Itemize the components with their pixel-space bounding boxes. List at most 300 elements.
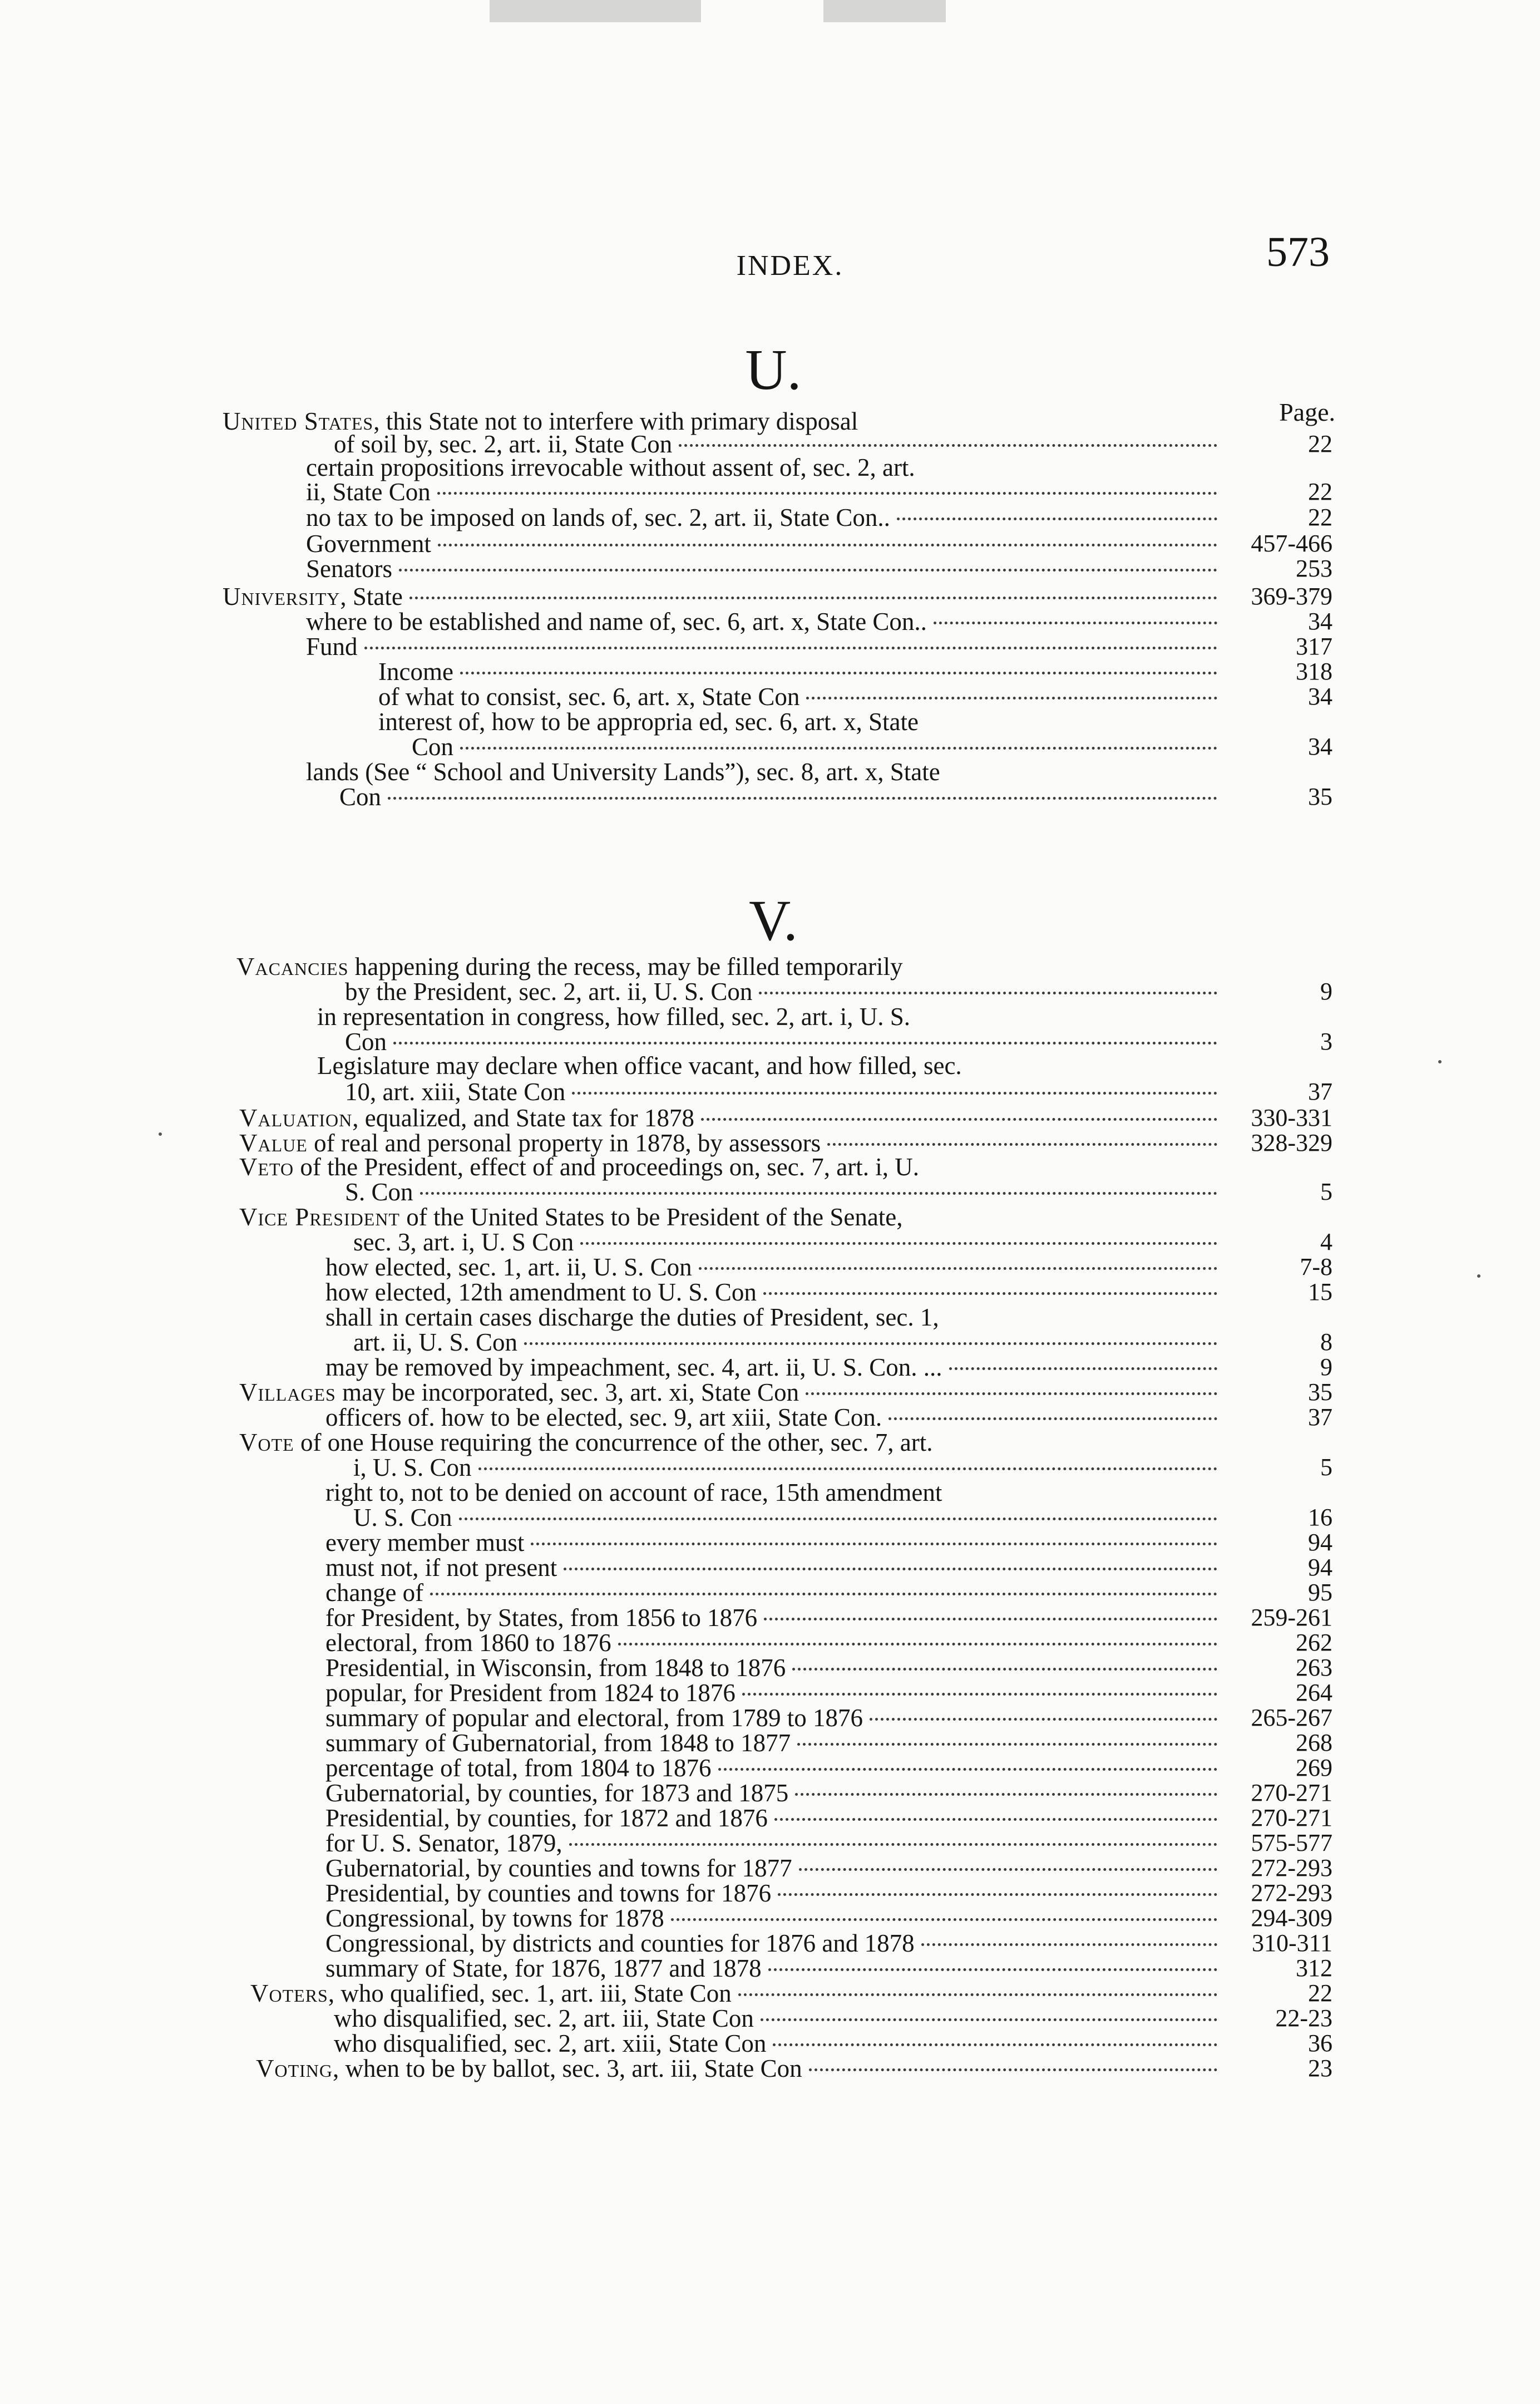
entry-line <box>325 1856 1224 1880</box>
entry-text <box>306 609 927 634</box>
index-entry <box>325 1255 1224 1279</box>
entry-page-ref: 294-309 <box>1251 1904 1332 1932</box>
entry-page-ref: 22 <box>1308 430 1332 457</box>
dot-leader <box>763 1292 1217 1295</box>
entry-text <box>334 2031 766 2056</box>
entry-body: , equalized, and State tax for 1878 <box>352 1104 695 1132</box>
entry-heading: Voters <box>250 1979 328 2007</box>
entry-page-ref: 94 <box>1308 1529 1332 1556</box>
entry-line <box>306 556 1224 581</box>
index-entry <box>325 1731 1224 1755</box>
index-entry <box>345 979 1224 1004</box>
entry-text <box>325 1480 942 1505</box>
section-letter-v: V. <box>749 889 798 953</box>
entry-line <box>325 1956 1224 1981</box>
index-entry <box>239 1106 1224 1130</box>
entry-text <box>334 2006 754 2031</box>
entry-text <box>325 1580 423 1605</box>
index-entry <box>334 432 1224 456</box>
index-entry <box>306 760 1224 784</box>
entry-text <box>325 1756 712 1780</box>
entry-body: how elected, sec. 1, art. ii, U. S. Con <box>325 1253 692 1281</box>
dot-leader <box>564 1568 1217 1570</box>
entry-line <box>325 1756 1224 1780</box>
index-entry <box>345 1029 1224 1054</box>
index-entry <box>239 1131 1224 1155</box>
entry-line <box>325 1630 1224 1655</box>
entry-page-ref: 22 <box>1308 504 1332 531</box>
index-entry <box>239 1430 1224 1455</box>
entry-body: certain propositions irrevocable without assent of, sec. 2, art. <box>306 454 915 481</box>
index-entry <box>325 1480 1224 1505</box>
entry-heading: Valuation <box>239 1104 353 1132</box>
index-entry <box>325 1806 1224 1830</box>
dot-leader <box>388 797 1217 800</box>
entry-heading: University <box>223 583 340 610</box>
index-entry <box>306 505 1224 530</box>
entry-text <box>325 1881 771 1905</box>
index-entry <box>239 1155 1224 1179</box>
entry-line <box>325 1731 1224 1755</box>
index-entry <box>306 634 1224 659</box>
entry-text <box>345 1180 413 1204</box>
entry-text <box>325 1280 757 1304</box>
entry-body: change of <box>325 1579 424 1607</box>
dot-leader <box>806 1392 1217 1395</box>
entry-line <box>378 684 1224 709</box>
entry-body: by the President, sec. 2, art. ii, U. S. Con <box>345 978 753 1006</box>
entry-text <box>236 954 902 979</box>
entry-body: , who qualified, sec. 1, art. iii, State Con <box>328 1979 732 2007</box>
entry-body: Government <box>306 530 431 558</box>
entry-page-ref: 8 <box>1320 1328 1332 1356</box>
entry-line <box>306 505 1224 530</box>
dot-leader <box>738 1993 1217 1996</box>
entry-line <box>325 1480 1224 1505</box>
dot-leader <box>806 697 1217 699</box>
entry-body: where to be established and name of, sec. 6, art. x, State Con.. <box>306 608 927 636</box>
entry-page-ref: 259-261 <box>1251 1604 1332 1631</box>
entry-line <box>236 954 1224 979</box>
entry-page-ref: 23 <box>1308 2055 1332 2082</box>
index-entry <box>306 455 1224 480</box>
dot-leader <box>701 1118 1217 1121</box>
entry-page-ref: 16 <box>1308 1504 1332 1531</box>
index-entry <box>325 1856 1224 1880</box>
entry-page-ref: 34 <box>1308 733 1332 760</box>
dot-leader <box>671 1918 1217 1921</box>
entry-text <box>256 2056 802 2081</box>
dot-leader <box>430 1593 1217 1595</box>
entry-text <box>325 1831 562 1855</box>
entry-text <box>239 1155 919 1179</box>
entry-text <box>339 785 381 809</box>
index-entry <box>306 531 1224 556</box>
entry-body: who disqualified, sec. 2, art. iii, State Con <box>334 2004 754 2032</box>
entry-page-ref: 7-8 <box>1300 1253 1332 1280</box>
ink-speck <box>1477 1274 1480 1278</box>
entry-text <box>345 1080 565 1104</box>
entry-line <box>239 1205 1224 1229</box>
entry-body: percentage of total, from 1804 to 1876 <box>325 1754 712 1782</box>
entry-heading: United States <box>223 407 374 435</box>
entry-line <box>325 1305 1224 1329</box>
entry-text <box>239 1106 694 1130</box>
index-entry <box>325 1555 1224 1580</box>
index-entry <box>325 1881 1224 1905</box>
entry-line <box>317 1004 1224 1029</box>
entry-line <box>325 1530 1224 1555</box>
entry-heading: Vote <box>239 1428 294 1456</box>
dot-leader <box>459 1518 1217 1520</box>
entry-line <box>325 1931 1224 1955</box>
entry-text <box>334 432 672 456</box>
entry-page-ref: 312 <box>1296 1954 1332 1982</box>
entry-text <box>239 1380 799 1405</box>
ink-speck <box>1438 1060 1442 1063</box>
entry-text <box>223 584 403 609</box>
entry-text <box>325 1530 524 1555</box>
entry-body: of one House requiring the concurrence of the other, sec. 7, art. <box>294 1428 933 1456</box>
entry-line <box>239 1131 1224 1155</box>
dot-leader <box>742 1693 1217 1696</box>
entry-line <box>325 1681 1224 1705</box>
entry-page-ref: 34 <box>1308 608 1332 635</box>
entry-page-ref: 328-329 <box>1251 1129 1332 1156</box>
entry-body: Congressional, by districts and counties for 1876 and 1878 <box>325 1929 915 1957</box>
entry-text <box>306 760 940 784</box>
dot-leader <box>618 1643 1217 1646</box>
index-entry <box>239 1380 1224 1405</box>
entry-page-ref: 310-311 <box>1251 1929 1332 1957</box>
entry-text <box>325 1956 762 1981</box>
entry-text <box>378 684 799 709</box>
dot-leader <box>870 1718 1217 1721</box>
entry-body: popular, for President from 1824 to 1876 <box>325 1679 736 1707</box>
entry-body: of what to consist, sec. 6, art. x, State Con <box>378 683 800 711</box>
dot-leader <box>768 1968 1217 1971</box>
entry-body: Legislature may declare when office vacant, and how filled, sec. <box>317 1052 962 1080</box>
entry-line <box>325 1255 1224 1279</box>
dot-leader <box>460 672 1217 674</box>
index-entry <box>339 785 1224 809</box>
entry-body: summary of State, for 1876, 1877 and 1878 <box>325 1954 762 1982</box>
entry-line <box>256 2056 1224 2081</box>
index-entry <box>239 1205 1224 1229</box>
entry-text <box>353 1230 574 1254</box>
entry-line <box>306 531 1224 556</box>
entry-line <box>334 2006 1224 2031</box>
index-entry <box>325 1355 1224 1380</box>
entry-line <box>353 1330 1224 1354</box>
entry-body: summary of Gubernatorial, from 1848 to 1877 <box>325 1729 791 1757</box>
page-column-label: Page. <box>1279 398 1335 426</box>
entry-page-ref: 318 <box>1296 658 1332 685</box>
entry-body: happening during the recess, may be filled temporarily <box>348 953 903 981</box>
index-entry <box>325 1280 1224 1304</box>
index-entry <box>317 1053 1224 1078</box>
entry-body: Presidential, by counties and towns for 1876 <box>325 1879 772 1907</box>
entry-text <box>325 1806 768 1830</box>
entry-line <box>325 1580 1224 1605</box>
dot-leader <box>460 747 1217 750</box>
entry-text <box>325 1856 792 1880</box>
scan-artifact <box>490 0 701 22</box>
dot-leader <box>949 1367 1218 1370</box>
entry-line <box>325 1280 1224 1304</box>
entry-body: i, U. S. Con <box>353 1454 472 1481</box>
dot-leader <box>679 444 1217 447</box>
entry-text <box>317 1053 962 1078</box>
entry-page-ref: 37 <box>1308 1078 1332 1105</box>
entry-page-ref: 35 <box>1308 783 1332 810</box>
entry-body: lands (See “ School and University Lands”), sec. 8, art. x, State <box>306 758 940 786</box>
entry-body: Senators <box>306 555 392 583</box>
entry-line <box>239 1380 1224 1405</box>
entry-body: Fund <box>306 633 358 661</box>
entry-page-ref: 317 <box>1296 633 1332 660</box>
entry-body: who disqualified, sec. 2, art. xiii, State Con <box>334 2029 767 2057</box>
entry-text <box>325 1255 692 1279</box>
index-entry <box>236 954 1224 979</box>
entry-text <box>325 1681 736 1705</box>
entry-page-ref: 262 <box>1296 1629 1332 1656</box>
entry-text <box>239 1430 932 1455</box>
entry-text <box>325 1656 786 1680</box>
index-entry <box>325 1906 1224 1930</box>
index-entry <box>317 1004 1224 1029</box>
entry-page-ref: 22 <box>1308 1979 1332 2007</box>
entry-heading: Vice President <box>239 1203 400 1231</box>
entry-body: right to, not to be denied on account of race, 15th amendment <box>325 1479 942 1506</box>
entry-body: Congressional, by towns for 1878 <box>325 1904 664 1932</box>
entry-page-ref: 272-293 <box>1251 1879 1332 1907</box>
dot-leader <box>934 622 1217 624</box>
entry-line <box>325 1831 1224 1855</box>
entry-text <box>353 1505 452 1530</box>
index-entry <box>325 1681 1224 1705</box>
index-entry <box>325 1580 1224 1605</box>
entry-page-ref: 9 <box>1320 1353 1332 1381</box>
entry-text <box>306 531 431 556</box>
entry-heading: Veto <box>239 1153 294 1181</box>
entry-body: , when to be by ballot, sec. 3, art. iii, State Con <box>333 2055 802 2082</box>
entry-text <box>239 1131 821 1155</box>
dot-leader <box>580 1242 1217 1245</box>
entry-line <box>239 1430 1224 1455</box>
index-entry <box>345 1180 1224 1204</box>
entry-body: U. S. Con <box>353 1504 452 1531</box>
index-entry <box>325 1931 1224 1955</box>
entry-body: 10, art. xiii, State Con <box>345 1078 566 1106</box>
entry-heading: Value <box>239 1129 308 1157</box>
entry-line <box>239 1155 1224 1179</box>
entry-body: for President, by States, from 1856 to 1876 <box>325 1604 758 1632</box>
entry-text <box>325 1781 788 1805</box>
index-entry <box>353 1230 1224 1254</box>
entry-page-ref: 95 <box>1308 1579 1332 1606</box>
entry-text <box>325 1706 863 1730</box>
index-entry <box>306 480 1224 504</box>
entry-line <box>306 609 1224 634</box>
page-number: 573 <box>1266 229 1330 275</box>
entry-heading: Villages <box>239 1378 336 1406</box>
entry-page-ref: 265-267 <box>1251 1704 1332 1731</box>
dot-leader <box>764 1618 1217 1620</box>
entry-text <box>317 1004 910 1029</box>
dot-leader <box>569 1843 1217 1846</box>
entry-line <box>325 1706 1224 1730</box>
entry-page-ref: 22 <box>1308 478 1332 505</box>
entry-line <box>223 584 1224 609</box>
dot-leader <box>572 1092 1217 1095</box>
entry-page-ref: 34 <box>1308 683 1332 710</box>
entry-text <box>325 1906 664 1930</box>
index-entry <box>334 2031 1224 2056</box>
dot-leader <box>799 1868 1217 1871</box>
entry-body: Con <box>412 733 454 761</box>
entry-text <box>306 634 358 659</box>
index-entry <box>256 2056 1224 2081</box>
entry-body: Income <box>378 658 453 686</box>
entry-body: , this State not to interfere with primary disposal <box>373 407 858 435</box>
dot-leader <box>364 647 1217 649</box>
index-entry <box>325 1706 1224 1730</box>
entry-body: of the President, effect of and proceedings on, sec. 7, art. i, U. <box>294 1153 919 1181</box>
dot-leader <box>809 2068 1217 2071</box>
entry-text <box>378 659 453 684</box>
index-entry <box>378 710 1224 734</box>
index-entry <box>325 1956 1224 1981</box>
entry-body: of soil by, sec. 2, art. ii, State Con <box>334 430 673 458</box>
entry-line <box>334 432 1224 456</box>
entry-text <box>325 1405 882 1430</box>
index-entry <box>325 1630 1224 1655</box>
entry-page-ref: 35 <box>1308 1378 1332 1406</box>
index-entry <box>306 609 1224 634</box>
entry-page-ref: 270-271 <box>1251 1804 1332 1831</box>
dot-leader <box>797 1743 1217 1746</box>
entry-text <box>353 1330 517 1354</box>
entry-line <box>325 1656 1224 1680</box>
entry-text <box>325 1630 611 1655</box>
dot-leader <box>897 518 1217 520</box>
entry-body: electoral, from 1860 to 1876 <box>325 1629 611 1657</box>
dot-leader <box>827 1143 1217 1146</box>
dot-leader <box>409 597 1217 599</box>
entry-text <box>345 1029 387 1054</box>
dot-leader <box>531 1543 1217 1545</box>
index-entry <box>378 684 1224 709</box>
dot-leader <box>773 2043 1217 2046</box>
entry-text <box>378 710 919 734</box>
entry-text <box>412 735 453 759</box>
entry-body: may be incorporated, sec. 3, art. xi, State Con <box>335 1378 799 1406</box>
dot-leader <box>921 1943 1217 1946</box>
entry-line <box>325 1405 1224 1430</box>
dot-leader <box>759 992 1217 994</box>
index-entry <box>325 1781 1224 1805</box>
index-entry <box>325 1305 1224 1329</box>
entry-body: Gubernatorial, by counties and towns for 1877 <box>325 1854 792 1882</box>
entry-line <box>325 1781 1224 1805</box>
entry-text <box>306 505 890 530</box>
entry-line <box>378 659 1224 684</box>
entry-line <box>339 785 1224 809</box>
entry-page-ref: 4 <box>1320 1228 1332 1255</box>
entry-line <box>353 1455 1224 1480</box>
dot-leader <box>699 1267 1217 1270</box>
entry-body: shall in certain cases discharge the duties of President, sec. 1, <box>325 1303 939 1331</box>
dot-leader <box>774 1818 1217 1821</box>
entry-body: of the United States to be President of the Senate, <box>399 1203 903 1231</box>
dot-leader <box>393 1042 1217 1045</box>
index-entry <box>250 1981 1224 2006</box>
entry-body: sec. 3, art. i, U. S Con <box>353 1228 574 1256</box>
index-entry <box>353 1455 1224 1480</box>
entry-page-ref: 9 <box>1320 978 1332 1005</box>
dot-leader <box>478 1467 1217 1470</box>
index-entry <box>325 1831 1224 1855</box>
entry-line <box>325 1906 1224 1930</box>
index-entry <box>412 735 1224 759</box>
entry-line <box>306 480 1224 504</box>
dot-leader <box>795 1793 1217 1796</box>
entry-page-ref: 5 <box>1320 1178 1332 1205</box>
index-entry <box>378 659 1224 684</box>
entry-line <box>353 1230 1224 1254</box>
entry-page-ref: 268 <box>1296 1729 1332 1756</box>
entry-body: interest of, how to be appropria ed, sec. 6, art. x, State <box>378 708 919 736</box>
entry-text <box>345 979 752 1004</box>
entry-body: summary of popular and electoral, from 1789 to 1876 <box>325 1704 863 1732</box>
entry-line <box>345 1029 1224 1054</box>
entry-body: must not, if not present <box>325 1554 557 1582</box>
entry-body: art. ii, U. S. Con <box>353 1328 518 1356</box>
index-entry <box>325 1605 1224 1630</box>
entry-body: Con <box>339 783 382 811</box>
entry-page-ref: 457-466 <box>1251 530 1332 557</box>
entry-text <box>306 480 431 504</box>
entry-line <box>353 1505 1224 1530</box>
index-entry <box>325 1756 1224 1780</box>
entry-line <box>250 1981 1224 2006</box>
entry-page-ref: 270-271 <box>1251 1779 1332 1806</box>
entry-line <box>325 1881 1224 1905</box>
ink-speck <box>159 1132 162 1136</box>
entry-heading: Voting <box>256 2055 333 2082</box>
entry-page-ref: 264 <box>1296 1679 1332 1706</box>
entry-text <box>325 1731 791 1755</box>
dot-leader <box>399 569 1217 572</box>
entry-page-ref: 94 <box>1308 1554 1332 1581</box>
entry-body: Presidential, in Wisconsin, from 1848 to 1876 <box>325 1654 786 1682</box>
index-entry <box>353 1505 1224 1530</box>
entry-body: , State <box>340 583 403 610</box>
entry-body: officers of. how to be elected, sec. 9, art xiii, State Con. <box>325 1403 882 1431</box>
entry-body: may be removed by impeachment, sec. 4, art. ii, U. S. Con. ... <box>325 1353 942 1381</box>
index-entry <box>325 1530 1224 1555</box>
entry-body: every member must <box>325 1529 525 1556</box>
entry-page-ref: 369-379 <box>1251 583 1332 610</box>
entry-line <box>412 735 1224 759</box>
entry-page-ref: 253 <box>1296 555 1332 582</box>
running-title: INDEX. <box>736 250 844 282</box>
dot-leader <box>889 1417 1217 1420</box>
entry-body: how elected, 12th amendment to U. S. Con <box>325 1278 757 1306</box>
entry-page-ref: 272-293 <box>1251 1854 1332 1881</box>
entry-body: S. Con <box>345 1178 413 1206</box>
